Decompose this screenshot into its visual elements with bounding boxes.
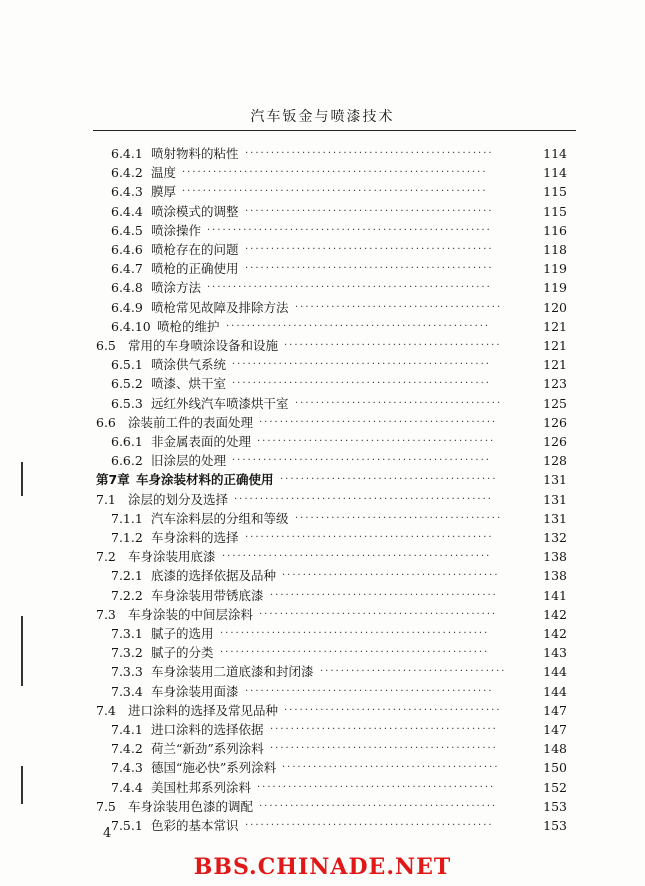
toc-leader-dots: ············································ [270, 724, 498, 735]
toc-subsection [0, 528, 645, 548]
toc-entry-title: 进口涂料的选择依据 [151, 722, 264, 737]
toc-subsection [0, 451, 645, 471]
toc-entry-number: 6.5.2 [111, 376, 143, 392]
toc-entry-title: 德国“施必快”系列涂料 [151, 760, 277, 776]
toc-leader-dots: ·············································· [257, 781, 496, 793]
toc-entry-number: 7.1.1 [111, 510, 143, 526]
toc-leader-dots: ···················································· [220, 647, 490, 659]
toc-entry-title: 汽车涂料层的分组和等级 [151, 510, 289, 526]
toc-leader-dots: ············································ [270, 743, 498, 755]
toc-subsection [0, 298, 645, 318]
toc-entry-title: 车身涂装的中间层涂料 [128, 606, 254, 622]
toc-entry-number: 6.5 [96, 338, 116, 353]
toc-entry-number: 6.4.10 [111, 318, 151, 334]
toc-entry-number: 7.4.1 [111, 722, 143, 737]
toc-entry-page: 114 [543, 165, 567, 181]
toc-entry-number: 6.5.1 [111, 357, 143, 373]
page-number: 4 [103, 826, 112, 841]
toc-entry-title: 车身涂料的选择 [151, 530, 239, 545]
toc-entry-title: 腻子的选用 [151, 626, 214, 641]
running-header: 汽车钣金与喷漆技术 [250, 109, 395, 125]
toc-entry-number: 7.3.2 [111, 645, 143, 661]
toc-entry-number: 6.4.4 [111, 203, 143, 219]
toc-entry-page: 147 [543, 722, 567, 737]
toc-entry-number: 7.2.1 [111, 568, 143, 584]
toc-leader-dots: ················································ [245, 532, 494, 543]
toc-entry-title: 底漆的选择依据及品种 [151, 568, 277, 584]
toc-section [0, 701, 645, 721]
toc-entry-title: 温度 [151, 165, 177, 181]
toc-entry-number: 6.4.6 [111, 242, 143, 257]
toc-leader-dots: ··················································· [226, 320, 491, 332]
toc-section [0, 797, 645, 817]
toc-subsection [0, 374, 645, 394]
toc-entry-number: 6.4.2 [111, 165, 143, 181]
toc-leader-dots: ········································ [295, 512, 503, 524]
toc-entry-number: 6.4.5 [111, 222, 143, 238]
toc-section [0, 490, 645, 510]
toc-entry-title: 车身涂装用面漆 [151, 683, 239, 699]
toc-entry-page: 143 [543, 645, 567, 661]
toc-subsection [0, 586, 645, 606]
toc-leader-dots: ·········································· [282, 762, 500, 774]
toc-entry-page: 126 [543, 434, 567, 449]
toc-subsection [0, 240, 645, 260]
toc-entry-page: 138 [543, 568, 567, 584]
watermark: BBS.CHINADE.NET [193, 854, 452, 880]
toc-entry-title: 进口涂料的选择及常见品种 [128, 702, 279, 718]
toc-subsection [0, 182, 645, 202]
toc-entry-page: 131 [543, 491, 567, 507]
toc-entry-page: 115 [543, 184, 567, 200]
toc-entry-page: 148 [543, 741, 567, 757]
toc-entry-page: 142 [543, 606, 567, 622]
toc-leader-dots: ·············································· [259, 608, 498, 620]
toc-entry-title: 车身涂装用二道底漆和封闭漆 [151, 664, 314, 680]
toc-entry-title: 涂装前工件的表面处理 [128, 414, 254, 430]
toc-entry-number: 7.2 [96, 549, 116, 565]
toc-entry-title: 膜厚 [151, 184, 177, 200]
toc-subsection [0, 662, 645, 682]
toc-entry-number: 6.6.2 [111, 453, 143, 469]
toc-entry-number: 6.4.7 [111, 261, 143, 277]
toc-entry-page: 115 [543, 203, 567, 219]
header-rule [93, 130, 576, 131]
toc-entry-page: 126 [543, 414, 567, 430]
toc-leader-dots: ··························································· [182, 186, 488, 198]
toc-leader-dots: ·········································· [280, 474, 498, 486]
toc-entry-number: 6.5.3 [111, 395, 143, 411]
toc-subsection [0, 720, 645, 740]
toc-leader-dots: ···································· [320, 666, 507, 678]
toc-leader-dots: ·················································· [234, 493, 493, 505]
toc-entry-title: 喷涂模式的调整 [151, 203, 239, 219]
toc-leader-dots: ·········································· [284, 340, 502, 351]
toc-subsection [0, 259, 645, 279]
toc-entry-page: 131 [543, 472, 567, 488]
toc-entry-number: 7.1 [96, 491, 116, 507]
toc-entry-title: 车身涂装用底漆 [128, 549, 216, 565]
toc-entry-title: 车身涂装用色漆的调配 [128, 798, 254, 814]
toc-entry-title: 远红外线汽车喷漆烘干室 [151, 395, 289, 411]
toc-entry-page: 120 [543, 299, 567, 315]
toc-entry-title: 色彩的基本常识 [151, 818, 239, 833]
toc-entry-title: 喷枪存在的问题 [151, 242, 239, 257]
toc-entry-page: 132 [543, 530, 567, 545]
toc-leader-dots: ········································ [295, 301, 503, 313]
toc-subsection [0, 432, 645, 452]
toc-leader-dots: ·················································· [232, 455, 491, 467]
toc-entry-page: 150 [543, 760, 567, 776]
toc-entry-number: 7.4.4 [111, 779, 143, 795]
toc-entry-page: 144 [543, 683, 567, 699]
toc-entry-title: 喷枪常见故障及排除方法 [151, 299, 289, 315]
toc-entry-number: 7.3.3 [111, 664, 143, 680]
toc-leader-dots: ················································ [245, 820, 494, 831]
toc-entry-title: 美国杜邦系列涂料 [151, 779, 252, 795]
toc-section [0, 413, 645, 433]
toc-entry-number: 6.4.9 [111, 299, 143, 315]
toc-entry-page: 153 [543, 798, 567, 814]
toc-entry-page: 131 [543, 510, 567, 526]
toc-entry-page: 142 [543, 626, 567, 641]
toc-entry-page: 119 [543, 280, 567, 296]
toc-subsection [0, 355, 645, 375]
toc-entry-page: 153 [543, 818, 567, 833]
toc-entry-number: 6.6.1 [111, 434, 143, 449]
toc-leader-dots: ················································ [245, 205, 494, 217]
toc-entry-page: 152 [543, 779, 567, 795]
toc-entry-page: 125 [543, 395, 567, 411]
toc-entry-number: 7.5.1 [111, 818, 143, 833]
toc-entry-number: 7.3.4 [111, 683, 143, 699]
toc-subsection [0, 624, 645, 644]
toc-entry-number: 6.4.8 [111, 280, 143, 296]
toc-leader-dots: ········································ [295, 397, 503, 409]
toc-chapter [0, 470, 645, 490]
toc-entry-title: 腻子的分类 [151, 645, 214, 661]
toc-entry-number: 7.4 [96, 702, 116, 718]
toc-section [0, 605, 645, 625]
toc-entry-number: 7.5 [96, 798, 116, 814]
toc-entry-page: 144 [543, 664, 567, 680]
toc-subsection [0, 163, 645, 183]
toc-subsection [0, 739, 645, 759]
toc-subsection [0, 816, 645, 836]
toc-subsection [0, 509, 645, 529]
toc-entry-number: 7.3.1 [111, 626, 143, 641]
toc-leader-dots: ···················································· [222, 551, 492, 563]
toc-entry-page: 118 [543, 242, 567, 257]
toc-entry-page: 141 [543, 587, 567, 603]
toc-leader-dots: ···················································· [220, 628, 490, 639]
toc-entry-number: 7.4.3 [111, 760, 143, 776]
toc-entry-title: 喷涂供气系统 [151, 357, 227, 373]
toc-entry-title: 旧涂层的处理 [151, 453, 227, 469]
toc-subsection [0, 778, 645, 798]
toc-section [0, 336, 645, 356]
toc-entry-page: 147 [543, 702, 567, 718]
toc-entry-number: 6.6 [96, 414, 116, 430]
toc-entry-page: 114 [543, 146, 567, 161]
toc-leader-dots: ················································ [245, 685, 494, 697]
toc-entry-title: 常用的车身喷涂设备和设施 [128, 338, 279, 353]
toc-entry-title: 喷涂方法 [151, 280, 202, 296]
toc-subsection [0, 221, 645, 241]
toc-leader-dots: ·············································· [257, 436, 496, 447]
toc-leader-dots: ················································ [245, 148, 494, 159]
toc-entry-title: 车身涂装材料的正确使用 [136, 472, 274, 488]
toc-entry-title: 车身涂装用带锈底漆 [151, 587, 264, 603]
toc-entry-page: 119 [543, 261, 567, 277]
toc-entry-number: 7.2.2 [111, 587, 143, 603]
toc-section [0, 547, 645, 567]
toc-subsection [0, 758, 645, 778]
toc-leader-dots: ··························································· [182, 167, 488, 179]
toc-entry-title: 荷兰“新劲”系列涂料 [151, 741, 264, 757]
toc-leader-dots: ······················································· [207, 224, 492, 236]
toc-leader-dots: ·············································· [259, 416, 498, 428]
toc-subsection [0, 643, 645, 663]
toc-entry-title: 喷射物料的粘性 [151, 146, 239, 161]
toc-subsection [0, 202, 645, 222]
toc-leader-dots: ·········································· [284, 704, 502, 716]
toc-leader-dots: ·················································· [232, 378, 491, 390]
toc-subsection [0, 278, 645, 298]
toc-entry-number: 7.1.2 [111, 530, 143, 545]
toc-entry-title: 喷枪的维护 [157, 318, 220, 334]
toc-entry-page: 138 [543, 549, 567, 565]
toc-leader-dots: ·············································· [259, 800, 498, 812]
toc-subsection [0, 394, 645, 414]
toc-leader-dots: ················································ [245, 263, 494, 275]
toc-entry-title: 非金属表面的处理 [151, 434, 252, 449]
toc-subsection [0, 682, 645, 702]
toc-leader-dots: ················································ [245, 244, 494, 255]
toc-leader-dots: ·········································· [282, 570, 500, 582]
toc-subsection [0, 144, 645, 164]
toc-entry-number: 第7章 [96, 472, 130, 488]
toc-subsection [0, 317, 645, 337]
toc-entry-number: 6.4.1 [111, 146, 143, 161]
toc-entry-page: 121 [543, 318, 567, 334]
toc-entry-page: 121 [543, 338, 567, 353]
toc-entry-title: 喷枪的正确使用 [151, 261, 239, 277]
toc-subsection [0, 566, 645, 586]
toc-entry-number: 7.3 [96, 606, 116, 622]
toc-entry-title: 涂层的划分及选择 [128, 491, 229, 507]
toc-leader-dots: ······················································· [207, 282, 492, 294]
toc-leader-dots: ············································ [270, 589, 498, 601]
toc-entry-page: 123 [543, 376, 567, 392]
toc-entry-title: 喷漆、烘干室 [151, 376, 227, 392]
toc-entry-title: 喷涂操作 [151, 222, 202, 238]
toc-entry-number: 7.4.2 [111, 741, 143, 757]
toc-leader-dots: ·················································· [232, 359, 491, 371]
toc-entry-page: 128 [543, 453, 567, 469]
toc-entry-page: 121 [543, 357, 567, 373]
toc-entry-number: 6.4.3 [111, 184, 143, 200]
toc-entry-page: 116 [543, 222, 567, 238]
